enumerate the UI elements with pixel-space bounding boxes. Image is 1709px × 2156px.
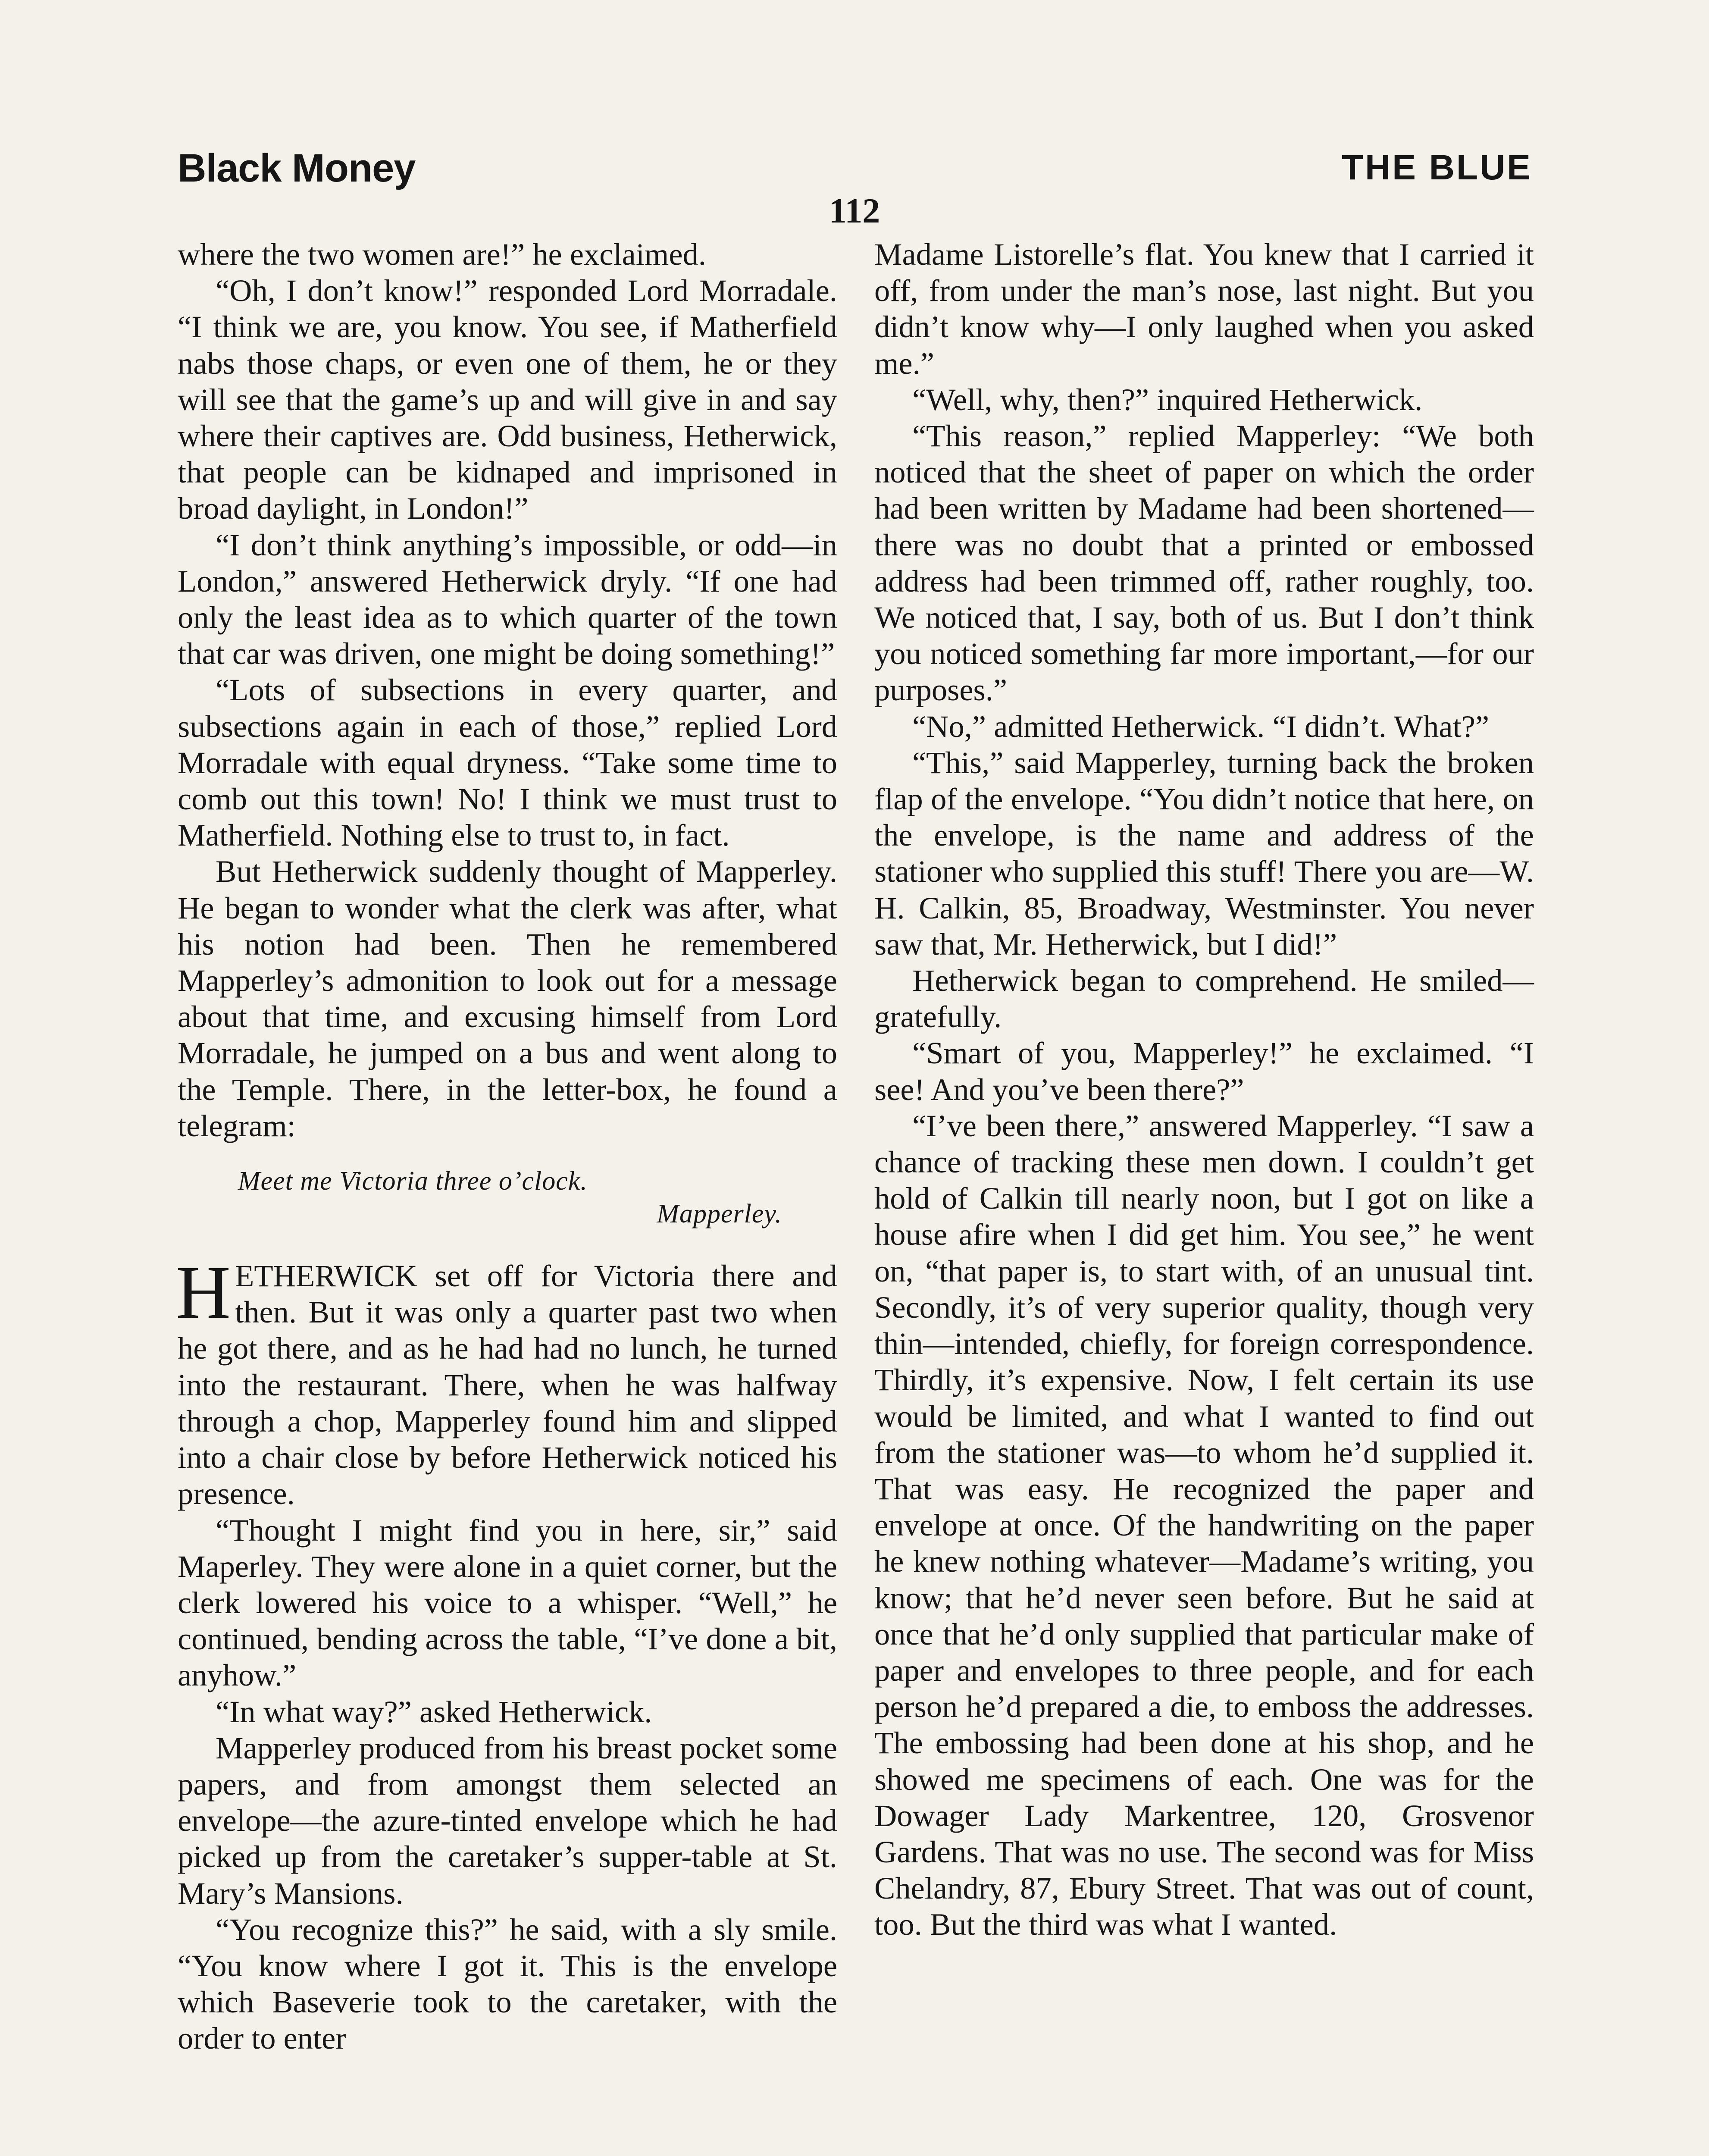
paragraph: “You recognize this?” he said, with a sly smile. “You know where I got it. This is the envelope which Baseverie took to the caretaker, with the order to enter bbox=[178, 1912, 837, 2056]
magazine-title: THE BLUE bbox=[1342, 148, 1532, 187]
left-column bbox=[178, 236, 837, 2057]
paragraph: “Smart of you, Mapperley!” he exclaimed. “I see! And you’ve been there?” bbox=[874, 1035, 1534, 1107]
paragraph: “This,” said Mapperley, turning back the broken flap of the envelope. “You didn’t notice that here, on the envelope, is the name and address of the stationer who supplied this stuff! There you are—W. H. Calkin, 85, Broadway, Westminster. You never saw that, Mr. Hetherwick, but I did!” bbox=[874, 745, 1534, 962]
paragraph: But Hetherwick suddenly thought of Mapperley. He began to wonder what the clerk was after, what his notion had been. Then he remembered Mapperley’s admonition to look out for a message about that time, and excusing himself from Lord Morradale, he jumped on a bus and went along to the Temple. There, in the letter-box, he found a telegram: bbox=[178, 854, 837, 1143]
paragraph: “Thought I might find you in here, sir,” said Maperley. They were alone in a quiet corner, but the clerk lowered his voice to a whisper. “Well,” he continued, bending across the table, “I’ve done a bit, anyhow.” bbox=[178, 1512, 837, 1693]
drop-cap: H bbox=[176, 1250, 231, 1335]
paragraph: “I don’t think anything’s impossible, or odd—in London,” answered Hetherwick dryly. “If one had only the least idea as to which quarter of the town that car was driven, one might be doing something!” bbox=[178, 527, 837, 671]
paragraph: where the two women are!” he exclaimed. bbox=[178, 237, 706, 272]
story-title: Black Money bbox=[178, 146, 416, 190]
paragraph: Hetherwick began to comprehend. He smiled—gratefully. bbox=[874, 963, 1534, 1034]
page-number: 112 bbox=[829, 191, 880, 230]
telegram-message: Meet me Victoria three o’clock. bbox=[238, 1166, 588, 1196]
paragraph: “Lots of subsections in every quarter, and subsections again in each of those,” replied Lord Morradale with equal dryness. “Take some time to comb out this town! No! I think we must trust to Matherfield. Nothing else to trust to, in fact. bbox=[178, 672, 837, 853]
paragraph: Mapperley produced from his breast pocket some papers, and from amongst them selected an envelope—the azure-tinted envelope which he had picked up from the caretaker’s supper-table at St. Mary’s Mansions. bbox=[178, 1730, 837, 1911]
paragraph-text: ETHERWICK set off for Victoria there and then. But it was only a quarter past two when he got there, and as he had had no lunch, he turned into the restaurant. There, when he was halfway through a chop, Mapperley found him and slipped into a chair close by before Hetherwick noticed his presence. bbox=[178, 1258, 837, 1511]
telegram bbox=[238, 1165, 837, 1230]
telegram-signature: Mapperley. bbox=[657, 1199, 782, 1229]
paragraph: “In what way?” asked Hetherwick. bbox=[216, 1694, 652, 1729]
right-column bbox=[874, 236, 1534, 1943]
paragraph: “No,” admitted Hetherwick. “I didn’t. What?” bbox=[912, 708, 1490, 744]
paragraph: “Well, why, then?” inquired Hetherwick. bbox=[912, 382, 1423, 417]
paragraph: “This reason,” replied Mapperley: “We both noticed that the sheet of paper on which the order had been written by Madame had been shortened—there was no doubt that a printed or embossed address had been trimmed off, rather roughly, too. We noticed that, I say, both of us. But I don’t think you noticed something far more important,—for our purposes.” bbox=[874, 418, 1534, 708]
section-opening-paragraph bbox=[176, 1250, 837, 1512]
paragraph: “Oh, I don’t know!” responded Lord Morradale. “I think we are, you know. You see, if Matherfield nabs those chaps, or even one of them, he or they will see that the game’s up and will give in and say where their captives are. Odd business, Hetherwick, that people can be kidnaped and imprisoned in broad daylight, in London!” bbox=[178, 273, 837, 526]
paragraph: “I’ve been there,” answered Mapperley. “I saw a chance of tracking these men down. I couldn’t get hold of Calkin till nearly noon, but I got on like a house afire when I did get him. You see,” he went on, “that paper is, to start with, of an unusual tint. Secondly, it’s of very superior quality, though very thin—intended, chiefly, for foreign correspondence. Thirdly, it’s expensive. Now, I felt certain its use would be limited, and what I wanted to find out from the stationer was—to whom he’d supplied it. That was easy. He recognized the paper and envelope at once. Of the handwriting on the paper he knew nothing whatever—Madame’s writing, you know; that he’d never seen before. But he said at once that he’d only supplied that particular make of paper and envelopes to three people, and for each person he’d prepared a die, to emboss the addresses. The embossing had been done at his shop, and he showed me specimens of each. One was for the Dowager Lady Markentree, 120, Grosvenor Gardens. That was no use. The second was for Miss Chelandry, 87, Ebury Street. That was out of count, too. But the third was what I wanted. bbox=[874, 1108, 1534, 1942]
paragraph: Madame Listorelle’s flat. You knew that I carried it off, from under the man’s nose, last night. But you didn’t know why—I only laughed when you asked me.” bbox=[874, 237, 1534, 381]
